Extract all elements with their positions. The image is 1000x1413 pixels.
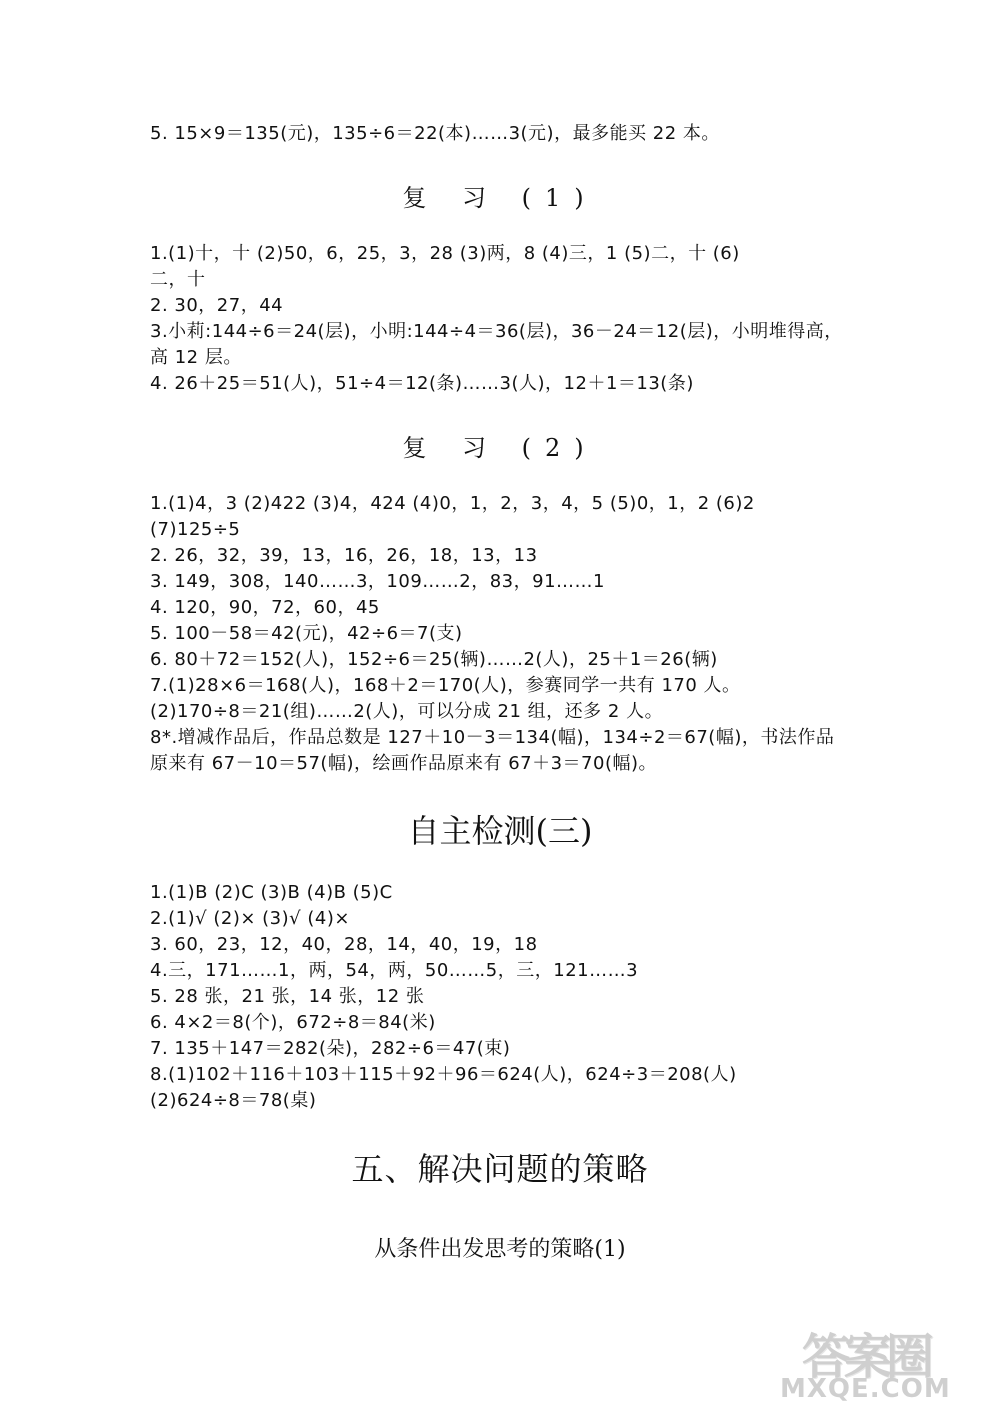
answer-line: 6. 4×2＝8(个)，672÷8＝84(米) xyxy=(150,1012,436,1033)
answer-line: 高 12 层。 xyxy=(150,347,242,368)
answer-line: (2)170÷8＝21(组)……2(人)，可以分成 21 组，还多 2 人。 xyxy=(150,701,664,722)
answer-line: (7)125÷5 xyxy=(150,519,241,540)
answer-line: 8*.增减作品后，作品总数是 127＋10－3＝134(幅)，134÷2＝67(幅)，书法作品 xyxy=(150,727,835,748)
answer-line: 2. 26，32，39，13，16，26，18，13，13 xyxy=(150,545,538,566)
answer-line: 原来有 67－10＝57(幅)，绘画作品原来有 67＋3＝70(幅)。 xyxy=(150,753,658,774)
section-heading-self-test-3: 自主检测(三) xyxy=(407,812,593,850)
answer-line: 5. 28 张，21 张，14 张，12 张 xyxy=(150,986,425,1007)
answer-line: 3. 149，308，140……3，109……2，83，91……1 xyxy=(150,571,605,592)
watermark-url: MXQE.COM xyxy=(780,1374,951,1404)
answer-line: 1.(1)十，十 (2)50，6，25，3，28 (3)两，8 (4)三，1 (5)二，十 (6) xyxy=(150,243,740,264)
answer-line: 1.(1)4，3 (2)422 (3)4，424 (4)0，1，2，3，4，5 (5)0，1，2 (6)2 xyxy=(150,493,755,514)
watermark-logo: 答案圈 xyxy=(802,1329,929,1385)
answer-line: 1.(1)B (2)C (3)B (4)B (5)C xyxy=(150,882,393,903)
subsection-heading: 从条件出发思考的策略(1) xyxy=(374,1237,626,1262)
answer-line: 7.(1)28×6＝168(人)，168＋2＝170(人)，参赛同学一共有 170 人。 xyxy=(150,675,741,696)
section-heading-review-1: 复 习 (1) xyxy=(402,184,598,212)
answer-line: 4. 26＋25＝51(人)，51÷4＝12(条)……3(人)，12＋1＝13(条) xyxy=(150,373,694,394)
answer-line: 5. 100－58＝42(元)，42÷6＝7(支) xyxy=(150,623,463,644)
answer-line: 3.小莉:144÷6＝24(层)，小明:144÷4＝36(层)，36－24＝12(层)，小明堆得高， xyxy=(150,321,843,342)
answer-line: 二，十 xyxy=(150,269,206,290)
answer-line: 4. 120，90，72，60，45 xyxy=(150,597,380,618)
answer-line: 3. 60，23，12，40，28，14，40，19，18 xyxy=(150,934,538,955)
answer-line: (2)624÷8＝78(桌) xyxy=(150,1090,317,1111)
watermark xyxy=(772,1318,992,1408)
answer-line: 6. 80＋72＝152(人)，152÷6＝25(辆)……2(人)，25＋1＝26(辆) xyxy=(150,649,718,670)
chapter-heading: 五、解决问题的策略 xyxy=(351,1150,649,1188)
answer-line: 7. 135＋147＝282(朵)，282÷6＝47(束) xyxy=(150,1038,511,1059)
answer-line: 2. 30，27，44 xyxy=(150,295,284,316)
answer-line: 8.(1)102＋116＋103＋115＋92＋96＝624(人)，624÷3＝208(人) xyxy=(150,1064,737,1085)
answer-line: 2.(1)√ (2)× (3)√ (4)× xyxy=(150,908,350,929)
answer-line: 5. 15×9＝135(元)，135÷6＝22(本)……3(元)，最多能买 22 本。 xyxy=(150,123,720,144)
answer-line: 4.三，171……1，两，54，两，50……5，三，121……3 xyxy=(150,960,639,981)
section-heading-review-2: 复 习 (2) xyxy=(402,434,598,462)
